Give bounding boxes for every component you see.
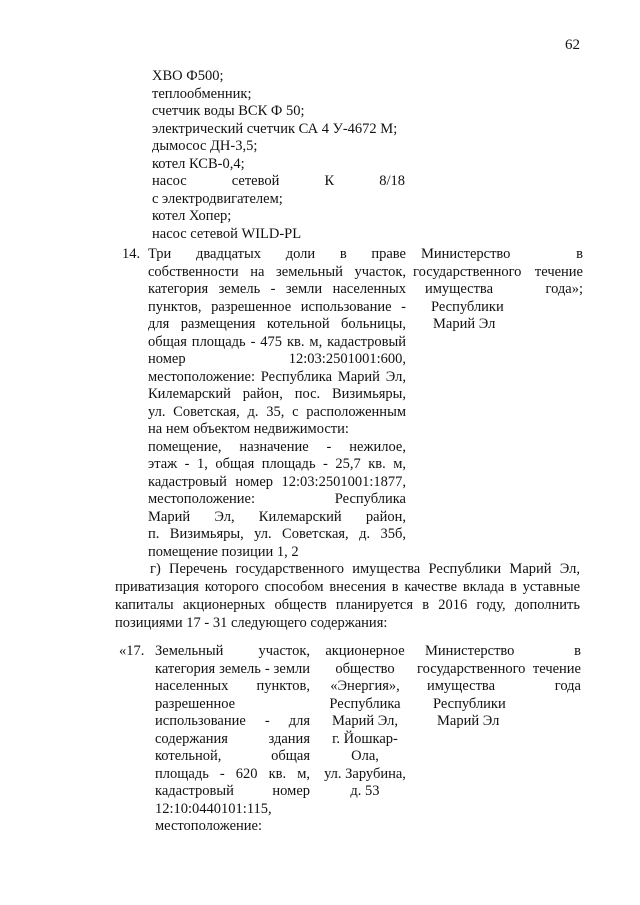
description-line: п. Визимьяры, ул. Советская, д. 35б, (148, 526, 406, 542)
description-line: ул. Советская, д. 35, с расположенным (148, 403, 406, 420)
paragraph-line: приватизация которого способом внесения в качестве вклада в уставные (115, 579, 580, 595)
description-line: местоположение: Республика Марий Эл, (148, 368, 406, 385)
description-line: собственности на земельный участок, (148, 263, 406, 280)
description-line: категория земель - земли населенных (148, 281, 406, 297)
equipment-item: котел Хопер; (152, 208, 232, 224)
equipment-item: электрический счетчик СА 4 У-4672 М; (152, 120, 398, 137)
description-line: местоположение: Республика (148, 491, 406, 507)
description-line: помещение, назначение - нежилое, (148, 438, 406, 455)
description-line: на нем объектом недвижимости: (148, 421, 349, 437)
responsible-line: Марий Эл (437, 713, 500, 729)
responsible-line: Министерство в (425, 643, 581, 659)
item-17-description (155, 643, 310, 836)
company-line: д. 53 (350, 783, 380, 799)
company-line: г. Йошкар- (332, 730, 398, 747)
item-14-responsible (413, 246, 583, 334)
description-line: для размещения котельной больницы, (148, 316, 406, 332)
responsible-line: государственного течение (413, 263, 583, 280)
item-17-responsible (417, 643, 581, 731)
description-line: местоположение: (155, 818, 262, 834)
company-line: акционерное (325, 643, 405, 659)
company-line: Ола, (351, 748, 379, 764)
equipment-item: теплообменник; (152, 85, 252, 102)
responsible-line: имущества года»; (425, 281, 583, 297)
description-line: этаж - 1, общая площадь - 25,7 кв. м, (148, 456, 406, 472)
paragraph-line: капиталы акционерных обществ планируется в 2016 году, дополнить (115, 597, 580, 613)
company-line: Марий Эл, (332, 713, 398, 729)
description-line: 12:10:0440101:115, (155, 800, 272, 817)
description-line: использование - для (155, 713, 310, 729)
description-line: Марий Эл, Килемарский район, (148, 508, 406, 525)
paragraph-line: позициями 17 - 31 следующего содержания: (115, 615, 388, 631)
company-line: общество (335, 660, 395, 677)
description-line: категория земель - земли (155, 660, 310, 677)
responsible-line: Республики (431, 298, 504, 315)
description-line: Килемарский район, пос. Визимьяры, (148, 386, 406, 402)
equipment-item: ХВО Ф500; (152, 68, 224, 84)
equipment-item: насос сетевой К 8/18 (152, 173, 405, 189)
item-14-description (148, 246, 406, 561)
company-line: «Энергия», (330, 678, 400, 694)
description-line: содержания здания (155, 730, 310, 747)
equipment-item: насос сетевой WILD-PL (152, 225, 302, 242)
item-17-number: «17. (119, 643, 145, 659)
description-line: пунктов, разрешенное использование - (148, 298, 406, 315)
item-17-company (318, 643, 412, 801)
equipment-item: счетчик воды ВСК Ф 50; (152, 103, 305, 119)
description-line: населенных пунктов, (155, 678, 310, 694)
description-line: разрешенное (155, 695, 236, 712)
equipment-item: котел КСВ-0,4; (152, 155, 245, 172)
description-line: кадастровый номер 12:03:2501001:1877, (148, 473, 406, 490)
paragraph-g (115, 561, 580, 633)
description-line: кадастровый номер (155, 783, 310, 799)
page-number: 62 (565, 37, 580, 53)
company-line: Республика (329, 695, 401, 712)
description-line: площадь - 620 кв. м, (155, 765, 310, 782)
equipment-list (152, 68, 405, 243)
responsible-line: Республики (433, 695, 506, 712)
description-line: общая площадь - 475 кв. м, кадастровый (148, 333, 406, 350)
description-line: Земельный участок, (155, 643, 310, 659)
company-line: ул. Зарубина, (324, 765, 406, 782)
paragraph-line: г) Перечень государственного имущества Республики Марий Эл, (150, 561, 580, 577)
responsible-line: Марий Эл (433, 316, 496, 332)
responsible-line: государственного течение (417, 660, 581, 677)
item-14-number: 14. (122, 246, 141, 262)
responsible-line: имущества года (427, 678, 581, 694)
description-line: помещение позиции 1, 2 (148, 543, 299, 560)
description-line: котельной, общая (155, 748, 310, 764)
responsible-line: Министерство в (421, 246, 583, 262)
description-line: Три двадцатых доли в праве (148, 246, 406, 262)
description-line: номер 12:03:2501001:600, (148, 351, 406, 367)
equipment-item: с электродвигателем; (152, 190, 283, 207)
equipment-item: дымосос ДН-3,5; (152, 138, 258, 154)
